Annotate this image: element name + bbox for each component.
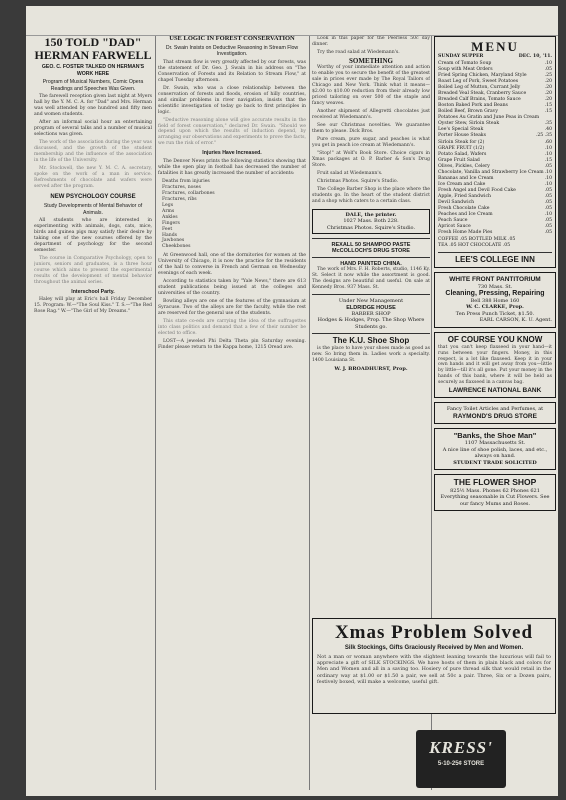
kress-tagline: 5-10-25¢ STORE bbox=[437, 761, 485, 767]
article-paragraph: Dr. Swain, who was a close relationship between the conservation of forests and floods, erosion of hilly countries, and similar problems in river navigation, insists that the scientific investigation of today go back to first principles in logic. bbox=[158, 85, 306, 115]
article-paragraph: LOST—A jeweled Phi Delta Theta pin Saturday evening. Finder please return to the Kappa home, 1215 Oread ave. bbox=[158, 339, 306, 350]
menu-item-price: .60 bbox=[544, 139, 552, 145]
menu-date: DEC. 10, '11. bbox=[518, 53, 552, 59]
menu-item-price: .05 bbox=[544, 224, 552, 230]
article-paragraph-filler: This state co-eds are carrying the idea of the suffragettes into class politics and demand that a few of their number be elected to office. bbox=[158, 319, 306, 337]
pantitorium-ad: WHITE FRONT PANTITORIUM 730 Mass. St. Cleaning, Pressing, Repairing Bell 388 Home 160 W. C. CLARKE, Prop. Ten Press Punch Ticket, $1.50. EARL CARSON, K. U. Agent. bbox=[434, 272, 556, 327]
menu-item-price: .05 bbox=[544, 206, 552, 212]
injury-list-item: Fingers bbox=[162, 220, 180, 226]
menu-item-price: .05 bbox=[544, 163, 552, 169]
column-4 bbox=[434, 36, 556, 610]
menu-item-name: Potato Salad, Wafers bbox=[438, 151, 487, 157]
menu-item-price: .05 bbox=[544, 230, 552, 236]
eldridge-ad-name: ELDRIDGE HOUSE bbox=[346, 304, 396, 311]
menu-item-price: .05 bbox=[544, 66, 552, 72]
article-paragraph: That stream flow is very greatly affected by our forests, was the statement of Dr. Geo. J. Swain in his address on "The Conservation of Forests and its Relation to Stream Flow," at chapel Tuesday afternoon. bbox=[158, 59, 306, 83]
menu-item-name: Soup with Meat Orders bbox=[438, 66, 493, 72]
article-paragraph: Worthy of your immediate attention and action to enable you to secure the benefit of the greatest sale in prices ever made by The Royal Tailors of Chicago and New York. Think what it means—$2.00 to $10.00 reduction from their already low priced tailoring on over 500 of the staple and fancy weaves. bbox=[312, 65, 430, 107]
xmas-ad-subtitle: Silk Stockings, Gifts Graciously Received by Men and Women. bbox=[344, 644, 524, 651]
headline: USE LOGIC IN FOREST CONSERVATION bbox=[169, 36, 295, 42]
menu-item-price: .25 bbox=[544, 72, 552, 78]
injury-list-item: Ankles bbox=[162, 214, 178, 220]
menu-item-name: Olives, Pickles, Celery bbox=[438, 163, 490, 169]
article-paragraph: Haley will play at Eric's hall Friday December 15. Program: W.—"The Soul Kiss." T. S.—"The Red Rose Rag." W.—"The Girl of My Dreams." bbox=[34, 297, 152, 315]
menu-item-price: .10 bbox=[544, 60, 552, 66]
menu-item-price: .25 .35 bbox=[535, 133, 552, 139]
menu-footer: LEE'S COLLEGE INN bbox=[455, 254, 535, 264]
subheadline: NEW PSYCHOLOGY COURSE bbox=[50, 193, 136, 200]
menu-list bbox=[438, 61, 552, 249]
article-paragraph: Pure cream, pure sugar, and peaches is what you get in peach ice cream at Wiedemann's. bbox=[312, 136, 430, 148]
eldridge-ad-sub: BARBER SHOP bbox=[351, 310, 391, 317]
menu-item-price: .10 bbox=[544, 169, 552, 175]
injury-list-item: Hands bbox=[162, 232, 178, 238]
menu-item-name: Sirloin Steak for (2) bbox=[438, 139, 485, 145]
menu-item bbox=[438, 243, 552, 249]
flower-shop-ad: THE FLOWER SHOP 825½ Mass. Phones 62 Phones 621 Everything seasonable in Cut Flowers. See our fancy Mums and Roses. bbox=[434, 474, 556, 511]
menu-item-price: .05 bbox=[544, 200, 552, 206]
menu-item-name: Roast Leg of Pork, Sweet Potatoes bbox=[438, 78, 519, 84]
menu-item-name: TEA .05 HOT CHOCOLATE .05 bbox=[438, 242, 511, 248]
subheadline: Injuries Have Increased. bbox=[202, 150, 262, 157]
article-paragraph: According to statistics taken by "Yale News," there are 613 student publications being issued at the colleges and universities of the country. bbox=[158, 279, 306, 297]
menu-item-name: Breaded Veal Steak, Cranberry Sauce bbox=[438, 91, 527, 97]
menu-item-name: Apricot Sauce bbox=[438, 224, 471, 230]
ku-shoe-shop-footer: W. J. BROADHURST, Prop. bbox=[334, 365, 408, 372]
article-paragraph: Try the road salad at Wiedemann's. bbox=[317, 49, 400, 55]
menu-item-price: .35 bbox=[544, 121, 552, 127]
banks-shoe-ad: "Banks, the Shoe Man" 1107 Massachusetts St. A nice line of shoe polish, laces, and etc., always on hand. STUDENT TRADE SOLICITED bbox=[434, 428, 556, 470]
menu-item-price: .15 bbox=[544, 109, 552, 115]
newspaper-page bbox=[26, 6, 558, 796]
menu-item-name: Potatoes Au Gratin and June Peas in Cream bbox=[438, 115, 540, 121]
article-paragraph: Another shipment of Allegretti chocolates just received at Wiedemann's. bbox=[312, 109, 430, 120]
column-rule bbox=[155, 36, 156, 790]
injury-list-item: Jawbones bbox=[162, 238, 185, 244]
article-paragraph: After an informal social hour an entertaining program of several talks and a number of musical selections was given. bbox=[34, 120, 152, 137]
masthead-area bbox=[26, 6, 558, 36]
article-paragraph: Look in this paper for the Peerless 50c day dinner. bbox=[312, 36, 430, 47]
menu-item-price: .10 bbox=[544, 151, 552, 157]
lawrence-bank-ad: OF COURSE YOU KNOW that you can't keep flaxseed in your hand—it runs between your fingers. Money, in this respect, is a lot like flaxseed. Keep it in your own hands and it will get away from you—little by little—till it's all gone. Put your money in the hands of this bank, where it will be held as securely as flaxseed in a canvas bag. LAWRENCE NATIONAL BANK bbox=[434, 332, 556, 399]
menu-item-name: Apple, Fried Sandwich bbox=[438, 194, 491, 200]
menu-item-price: .05 bbox=[544, 188, 552, 194]
injury-list bbox=[162, 179, 306, 251]
injury-list-item: Fractures, collarbones bbox=[162, 190, 215, 196]
menu-item-price: .10 bbox=[544, 175, 552, 181]
injury-list-item: Arms bbox=[162, 208, 175, 214]
article-paragraph: See our Christmas novelties. We guarantee them to please. Dick Bros. bbox=[312, 122, 430, 134]
article-paragraph-filler: "Deductive reasoning alone will give accurate results in the field of forest conservation," declared Dr. Swain. "Should we depend upon which the results of induction depend, by arranging our observations and experiments to prove the facts, we run the risk of error." bbox=[158, 117, 306, 147]
menu-item-name: Boiled Leg of Mutton, Currant Jelly bbox=[438, 84, 521, 90]
ku-shoe-shop-title: The K.U. Shoe Shop bbox=[332, 336, 410, 346]
headline: SOMETHING bbox=[349, 56, 393, 65]
raymond-drug-ad: Fancy Toilet Articles and Perfumes, at RAYMOND'S DRUG STORE bbox=[434, 402, 556, 424]
menu-item-price: .20 bbox=[544, 84, 552, 90]
injury-list-item: Cheekbones bbox=[162, 244, 191, 250]
menu-item-name: Lee's Special Steak bbox=[438, 127, 484, 133]
xmas-ad-title: Xmas Problem Solved bbox=[334, 622, 534, 643]
xmas-ad-body: Not a man or woman anywhere with the slightest leaning towards the luxurious will fail to appreciate a gift of SILK STOCKINGS. We have hosts of them in plain black and colors for Men and Women and all in a saving too. Hosiery of pure thread silk that would retail in the ordinary way at $1.00 or $1.50 a pair, we sell at 50c a pair. Three, Six or a Dozen pairs, festively boxed, will make a welcome, useful gift. bbox=[317, 653, 551, 686]
hand-painted-china-body: The work of Mrs. F. H. Roberts, studio, 1146 Ky. St. Select it now while the assortment is good. The designs are beautiful and useful. On sale at Kennedy Bros. 937 Mass. St. bbox=[312, 267, 430, 291]
menu-item-name: GRAPE FRUIT (1/2) bbox=[438, 145, 485, 151]
menu-item-name: Cream of Tomato Soup bbox=[438, 60, 492, 66]
injury-list-item: Fractures, ribs bbox=[162, 196, 197, 202]
menu-item-name: Fresh Chocolate Cake bbox=[438, 206, 490, 212]
headline: HERMAN FARWELL bbox=[34, 47, 152, 62]
menu-item-price: .10 bbox=[544, 212, 552, 218]
article-paragraph-filler: Mr. Stockwell, the new Y. M. C. A. secretary, spoke on the work of a man in service. Refreshments of chocolate and wafers were served after the program. bbox=[34, 165, 152, 189]
eldridge-ad-body: Hodges & Hodges, Prop. The Shop Where Students go. bbox=[317, 317, 425, 330]
article-paragraph: The Denver News prints the following statistics showing that while the open play in football has decreased the number of fatalities it has greatly increased the number of accidents: bbox=[158, 158, 306, 176]
subheadline: Program of Musical Numbers, Comic Opera Readings and Speeches Was Given. bbox=[42, 79, 144, 92]
column-3 bbox=[312, 36, 430, 610]
menu-item-name: Boston Baked Pork and Beans bbox=[438, 103, 508, 109]
injury-list-item: Fractures, noses bbox=[162, 184, 201, 190]
menu-item-name: Porter House Steaks bbox=[438, 133, 486, 139]
menu-item-name: Oyster Stew, Sirloin Steak bbox=[438, 121, 500, 127]
menu-item-price: .15 bbox=[544, 103, 552, 109]
article-paragraph: The farewell reception given last night at Myers hall by the Y. M. C. A. for "Dad" and Mrs. Herman was well attended by one hundred and fifty men and women students. bbox=[34, 94, 152, 118]
menu-item-price: .10 bbox=[544, 181, 552, 187]
rexall-ad: REXALL 50 SHAMPOO PASTE bbox=[331, 242, 411, 249]
column-1 bbox=[34, 36, 152, 790]
menu-item-name: Bananas and Ice Cream bbox=[438, 175, 494, 181]
menu-item-price: .40 bbox=[544, 127, 552, 133]
menu-item-price: .05 bbox=[544, 194, 552, 200]
menu-subtitle: SUNDAY SUPPER bbox=[438, 53, 484, 59]
kress-name: KRESS' bbox=[429, 738, 493, 757]
menu-item-name: Fresh Home Made Pies bbox=[438, 230, 493, 236]
ku-shoe-shop-body: is the place to have your shoes made as good as new. So bring them in. Ladies work a specialty. 1400 Louisiana St. bbox=[312, 345, 430, 363]
article-paragraph: Bowling alleys are one of the features of the gymnasium at Syracuse. Two of the alleys are for the faculty, while the rest are reserved for the general use of the students. bbox=[158, 299, 306, 317]
injury-list-item: Deaths from injuries bbox=[162, 178, 210, 184]
menu-item-name: Chocolate, Vanilla and Strawberry Ice Cream bbox=[438, 169, 544, 175]
eldridge-ad-label: Under New Management bbox=[338, 298, 404, 305]
headline: 150 TOLD "DAD" bbox=[44, 36, 142, 49]
menu-item-name: Boiled Beef, Brown Gravy bbox=[438, 109, 498, 115]
article-paragraph: The College Barber Shop is the place where the students go. In the heart of the student district and a shop which caters to a certain class. bbox=[312, 186, 430, 204]
menu-item-price: .15 bbox=[544, 157, 552, 163]
column-2 bbox=[158, 36, 306, 790]
xmas-silk-stockings-ad bbox=[312, 618, 556, 714]
menu-item-name: COFFEE .05 BOTTLED MILK .05 bbox=[438, 236, 516, 242]
menu-item-price: .20 bbox=[544, 91, 552, 97]
injury-list-item: Legs bbox=[162, 202, 174, 208]
menu-box bbox=[434, 36, 556, 268]
menu-item-name: Grape Fruit Salad bbox=[438, 157, 480, 163]
menu-item-name: Ice Cream and Cake bbox=[438, 181, 486, 187]
article-paragraph-filler: The work of the association during the year was discussed, and the growth of the student membership and the influence of the association in the life of the University. bbox=[34, 139, 152, 163]
kress-logo bbox=[416, 730, 506, 788]
column-rule bbox=[309, 36, 310, 790]
subheadline: Dr. Swain Insists on Deductive Reasoning in Stream Flow Investigation. bbox=[165, 44, 299, 58]
menu-item-name: Peaches and Ice Cream bbox=[438, 212, 493, 218]
hand-painted-china-title: HAND PAINTED CHINA. bbox=[340, 261, 402, 268]
subheadline: GEO. C. FOSTER TALKED ON HERMAN'S WORK HERE bbox=[41, 64, 145, 77]
menu-item-price: .05 bbox=[544, 218, 552, 224]
menu-title: MENU bbox=[471, 39, 519, 54]
dale-printer-ad: DALE, the printer. 1027 Mass. Both 228. Christmas Photos. Squire's Studio. bbox=[312, 209, 430, 235]
menu-item-price: .20 bbox=[544, 97, 552, 103]
article-paragraph: Christmas Photos. Squire's Studio. bbox=[317, 178, 398, 184]
menu-item-name: Peach Sauce bbox=[438, 218, 468, 224]
article-paragraph: Fruit salad at Wiedemann's. bbox=[317, 170, 383, 176]
article-paragraph: At Greenwood hall, one of the dormitories for women at the University of Chicago, it is now the practice for the residents of the hall to converse in French and German on Wednesday evenings of each week. bbox=[158, 253, 306, 277]
menu-item-name: Fried Spring Chicken, Maryland Style bbox=[438, 72, 527, 78]
menu-item-price: .10 bbox=[544, 145, 552, 151]
menu-item-name: Fresh Angel and Devil Food Cake bbox=[438, 188, 516, 194]
menu-item-price: .20 bbox=[544, 78, 552, 84]
article-paragraph: All students who are interested in experimenting with animals, dogs, cats, mice, birds and guinea pigs may satisfy their desire by taking one of the new courses offered by the department of psychology for the second semester. bbox=[34, 218, 152, 254]
mccolloch-ad: McCOLLOCH'S DRUG STORE bbox=[332, 248, 410, 255]
menu-item-name: Breaded Calf Brains, Tomato Sauce bbox=[438, 97, 521, 103]
menu-item-name: Devil Sandwich bbox=[438, 200, 475, 206]
article-paragraph: "Stop!" at Wolf's Book Store. Choice cigars in Xmas packages at O. P. Barber & Son's Drug Store. bbox=[312, 150, 430, 168]
article-paragraph-filler: The course in Comparative Psychology, open to juniors, seniors and graduates, is a three hour course which aims to present the experimental results of the development of mental behavior throughout the animal series. bbox=[34, 256, 152, 285]
subheadline: Interschool Party. bbox=[71, 288, 115, 295]
subheadline: Study Developments of Mental Behavior of Animals. bbox=[43, 203, 143, 216]
injury-list-item: Feet bbox=[162, 226, 173, 232]
